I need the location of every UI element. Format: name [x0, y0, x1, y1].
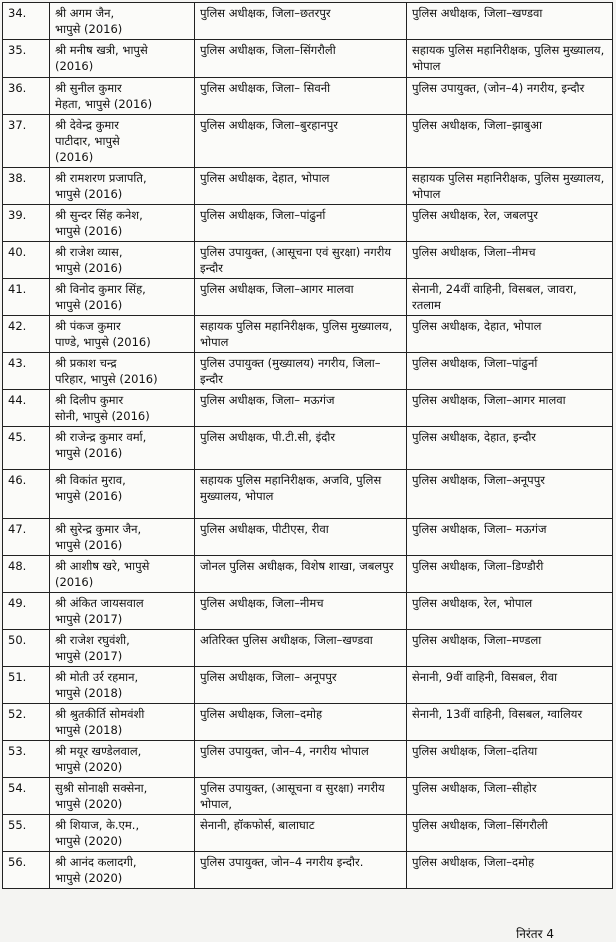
officer-name-line: श्री दिलीप कुमार [55, 393, 124, 407]
officer-name [50, 778, 195, 815]
officer-name-line: श्री अगम जैन, [55, 6, 115, 20]
officer-name-line: भापुसे (2020) [55, 834, 123, 848]
serial-number: 43. [3, 353, 50, 390]
new-posting: पुलिस अधीक्षक, जिला–नीमच [407, 242, 613, 279]
officer-name-line: श्री विकांत मुराव, [55, 473, 126, 487]
officer-name [50, 40, 195, 78]
table-row [3, 704, 613, 741]
serial-number: 37. [3, 115, 50, 168]
officer-name [50, 115, 195, 168]
officer-name [50, 390, 195, 427]
officer-name-line: भापुसे (2017) [55, 612, 123, 626]
officer-name [50, 78, 195, 115]
current-posting: पुलिस अधीक्षक, जिला–नीमच [195, 593, 407, 630]
serial-number: 42. [3, 316, 50, 353]
officer-name-line: भापुसे (2017) [55, 649, 123, 663]
officer-name [50, 205, 195, 242]
officer-name-line: श्री प्रकाश चन्द्र [55, 356, 117, 370]
serial-number: 45. [3, 427, 50, 470]
officer-name-line: श्री श्रुतकीर्ति सोमवंशी [55, 707, 145, 721]
officer-name-line: भापुसे (2016) [55, 261, 123, 275]
officer-name-line: श्री विनोद कुमार सिंह, [55, 282, 146, 296]
serial-number: 53. [3, 741, 50, 778]
officer-name [50, 741, 195, 778]
officer-name-line: (2016) [55, 150, 94, 164]
current-posting: पुलिस उपायुक्त, जोन–4 नगरीय इन्दौर. [195, 852, 407, 889]
officer-name [50, 168, 195, 205]
table-row [3, 40, 613, 78]
officer-name [50, 815, 195, 852]
officer-name-line: श्री शियाज, के.एम., [55, 818, 140, 832]
new-posting: पुलिस अधीक्षक, जिला–सीहोर [407, 778, 613, 815]
table-row [3, 815, 613, 852]
current-posting: पुलिस अधीक्षक, जिला–छतरपुर [195, 3, 407, 40]
officer-name [50, 852, 195, 889]
new-posting: पुलिस अधीक्षक, जिला–मण्डला [407, 630, 613, 667]
serial-number: 54. [3, 778, 50, 815]
officer-name-line: श्री सुरेन्द्र कुमार जैन, [55, 522, 142, 536]
officer-name-line: भापुसे (2020) [55, 797, 123, 811]
table-row [3, 205, 613, 242]
table-row [3, 242, 613, 279]
current-posting: पुलिस अधीक्षक, जिला– सिवनी [195, 78, 407, 115]
current-posting: सेनानी, हॉकफोर्स, बालाघाट [195, 815, 407, 852]
officer-name-line: भापुसे (2018) [55, 723, 123, 737]
officer-name [50, 353, 195, 390]
officer-name-line: भापुसे (2016) [55, 298, 123, 312]
table-row [3, 353, 613, 390]
current-posting: जोनल पुलिस अधीक्षक, विशेष शाखा, जबलपुर [195, 556, 407, 593]
officer-name-line: मेहता, भापुसे (2016) [55, 97, 153, 111]
table-row [3, 593, 613, 630]
officer-name-line: भापुसे (2016) [55, 22, 123, 36]
serial-number: 44. [3, 390, 50, 427]
table-row [3, 427, 613, 470]
table-row [3, 470, 613, 519]
current-posting: पुलिस अधीक्षक, जिला– अनूपपुर [195, 667, 407, 704]
officer-name-line: भापुसे (2020) [55, 871, 123, 885]
current-posting: पुलिस अधीक्षक, पी.टी.सी, इंदौर [195, 427, 407, 470]
new-posting: पुलिस अधीक्षक, जिला–अनूपपुर [407, 470, 613, 519]
current-posting: अतिरिक्त पुलिस अधीक्षक, जिला–खण्डवा [195, 630, 407, 667]
new-posting: सेनानी, 24वीं वाहिनी, विसबल, जावरा, रतलाम [407, 279, 613, 316]
current-posting: पुलिस अधीक्षक, देहात, भोपाल [195, 168, 407, 205]
page-continuation-note: निरंतर 4 [516, 927, 554, 941]
current-posting: पुलिस अधीक्षक, जिला–सिंगरौली [195, 40, 407, 78]
officer-name-line: श्री राजेन्द्र कुमार वर्मा, [55, 430, 147, 444]
officer-name-line: श्री राजेश व्यास, [55, 245, 123, 259]
officer-name-line: श्री मनीष खत्री, भापुसे [55, 43, 148, 57]
new-posting: पुलिस अधीक्षक, जिला–दमोह [407, 852, 613, 889]
new-posting: पुलिस अधीक्षक, जिला–आगर मालवा [407, 390, 613, 427]
serial-number: 47. [3, 519, 50, 556]
current-posting: पुलिस अधीक्षक, जिला–दमोह [195, 704, 407, 741]
officer-name [50, 279, 195, 316]
serial-number: 39. [3, 205, 50, 242]
new-posting: सेनानी, 13वीं वाहिनी, विसबल, ग्वालियर [407, 704, 613, 741]
current-posting: पुलिस अधीक्षक, जिला–आगर मालवा [195, 279, 407, 316]
serial-number: 38. [3, 168, 50, 205]
new-posting: पुलिस अधीक्षक, जिला–खण्डवा [407, 3, 613, 40]
table-row [3, 741, 613, 778]
current-posting: पुलिस अधीक्षक, जिला– मऊगंज [195, 390, 407, 427]
current-posting: पुलिस अधीक्षक, पीटीएस, रीवा [195, 519, 407, 556]
serial-number: 41. [3, 279, 50, 316]
serial-number: 49. [3, 593, 50, 630]
officer-name [50, 427, 195, 470]
officer-name [50, 556, 195, 593]
officer-name-line: सोनी, भापुसे (2016) [55, 409, 150, 423]
table-row [3, 852, 613, 889]
officer-name-line: श्री मयूर खण्डेलवाल, [55, 744, 142, 758]
officer-name-line: भापुसे (2016) [55, 538, 123, 552]
current-posting: पुलिस उपायुक्त, (आसूचना एवं सुरक्षा) नगरीय इन्दौर [195, 242, 407, 279]
table-row [3, 78, 613, 115]
current-posting: पुलिस अधीक्षक, जिला–पांढुर्ना [195, 205, 407, 242]
table-row [3, 390, 613, 427]
new-posting: सहायक पुलिस महानिरीक्षक, पुलिस मुख्यालय, भोपाल [407, 40, 613, 78]
officer-name-line: पाण्डे, भापुसे (2016) [55, 335, 151, 349]
current-posting: पुलिस उपायुक्त (मुख्यालय) नगरीय, जिला–इन्दौर [195, 353, 407, 390]
serial-number: 56. [3, 852, 50, 889]
serial-number: 52. [3, 704, 50, 741]
new-posting: पुलिस अधीक्षक, रेल, जबलपुर [407, 205, 613, 242]
officer-name-line: श्री रामशरण प्रजापति, [55, 171, 147, 185]
current-posting: सहायक पुलिस महानिरीक्षक, पुलिस मुख्यालय, भोपाल [195, 316, 407, 353]
officer-name-line: सुश्री सोनाक्षी सक्सेना, [55, 781, 148, 795]
officer-name-line: भापुसे (2016) [55, 446, 123, 460]
serial-number: 55. [3, 815, 50, 852]
officer-name-line: (2016) [55, 575, 94, 589]
officer-name [50, 316, 195, 353]
officer-name-line: श्री देवेन्द्र कुमार [55, 118, 119, 132]
new-posting: पुलिस अधीक्षक, रेल, भोपाल [407, 593, 613, 630]
officer-name-line: भापुसे (2020) [55, 760, 123, 774]
table-row [3, 667, 613, 704]
current-posting: सहायक पुलिस महानिरीक्षक, अजवि, पुलिस मुख्यालय, भोपाल [195, 470, 407, 519]
serial-number: 40. [3, 242, 50, 279]
new-posting: सेनानी, 9वीं वाहिनी, विसबल, रीवा [407, 667, 613, 704]
officer-name-line: श्री आशीष खरे, भापुसे [55, 559, 150, 573]
new-posting: पुलिस अधीक्षक, जिला–दतिया [407, 741, 613, 778]
officer-name-line: श्री सुनील कुमार [55, 81, 122, 95]
serial-number: 36. [3, 78, 50, 115]
new-posting: पुलिस अधीक्षक, जिला–झाबुआ [407, 115, 613, 168]
table-row [3, 316, 613, 353]
officer-name [50, 470, 195, 519]
serial-number: 50. [3, 630, 50, 667]
table-row [3, 168, 613, 205]
officer-name-line: भापुसे (2016) [55, 489, 123, 503]
serial-number: 48. [3, 556, 50, 593]
table-row [3, 279, 613, 316]
new-posting: पुलिस अधीक्षक, जिला–डिण्डौरी [407, 556, 613, 593]
officer-name-line: श्री आनंद कलादगी, [55, 855, 137, 869]
serial-number: 46. [3, 470, 50, 519]
officer-name-line: श्री अंकित जायसवाल [55, 596, 144, 610]
officer-name [50, 593, 195, 630]
officer-name-line: श्री मोती उर्र रहमान, [55, 670, 139, 684]
table-row [3, 556, 613, 593]
transfer-table-body [3, 3, 613, 889]
new-posting: पुलिस उपायुक्त, (जोन–4) नगरीय, इन्दौर [407, 78, 613, 115]
officer-name-line: भापुसे (2018) [55, 686, 123, 700]
new-posting: पुलिस अधीक्षक, देहात, इन्दौर [407, 427, 613, 470]
table-row [3, 630, 613, 667]
new-posting: सहायक पुलिस महानिरीक्षक, पुलिस मुख्यालय, भोपाल [407, 168, 613, 205]
officer-name-line: परिहार, भापुसे (2016) [55, 372, 158, 386]
officer-name-line: श्री सुन्दर सिंह कनेश, [55, 208, 143, 222]
table-row [3, 115, 613, 168]
officer-name-line: श्री राजेश रघुवंशी, [55, 633, 130, 647]
officer-name-line: पाटीदार, भापुसे [55, 134, 120, 148]
current-posting: पुलिस उपायुक्त, (आसूचना व सुरक्षा) नगरीय भोपाल, [195, 778, 407, 815]
table-row [3, 3, 613, 40]
current-posting: पुलिस अधीक्षक, जिला–बुरहानपुर [195, 115, 407, 168]
table-row [3, 778, 613, 815]
new-posting: पुलिस अधीक्षक, देहात, भोपाल [407, 316, 613, 353]
serial-number: 34. [3, 3, 50, 40]
officer-name-line: भापुसे (2016) [55, 187, 123, 201]
transfer-table [2, 2, 613, 889]
officer-name [50, 704, 195, 741]
officer-name-line: श्री पंकज कुमार [55, 319, 121, 333]
new-posting: पुलिस अधीक्षक, जिला–पांढुर्ना [407, 353, 613, 390]
new-posting: पुलिस अधीक्षक, जिला– मऊगंज [407, 519, 613, 556]
serial-number: 51. [3, 667, 50, 704]
officer-name [50, 667, 195, 704]
officer-name [50, 242, 195, 279]
officer-name [50, 3, 195, 40]
serial-number: 35. [3, 40, 50, 78]
current-posting: पुलिस उपायुक्त, जोन–4, नगरीय भोपाल [195, 741, 407, 778]
table-row [3, 519, 613, 556]
officer-name [50, 630, 195, 667]
officer-name-line: (2016) [55, 59, 94, 73]
officer-name-line: भापुसे (2016) [55, 224, 123, 238]
officer-name [50, 519, 195, 556]
new-posting: पुलिस अधीक्षक, जिला–सिंगरौली [407, 815, 613, 852]
